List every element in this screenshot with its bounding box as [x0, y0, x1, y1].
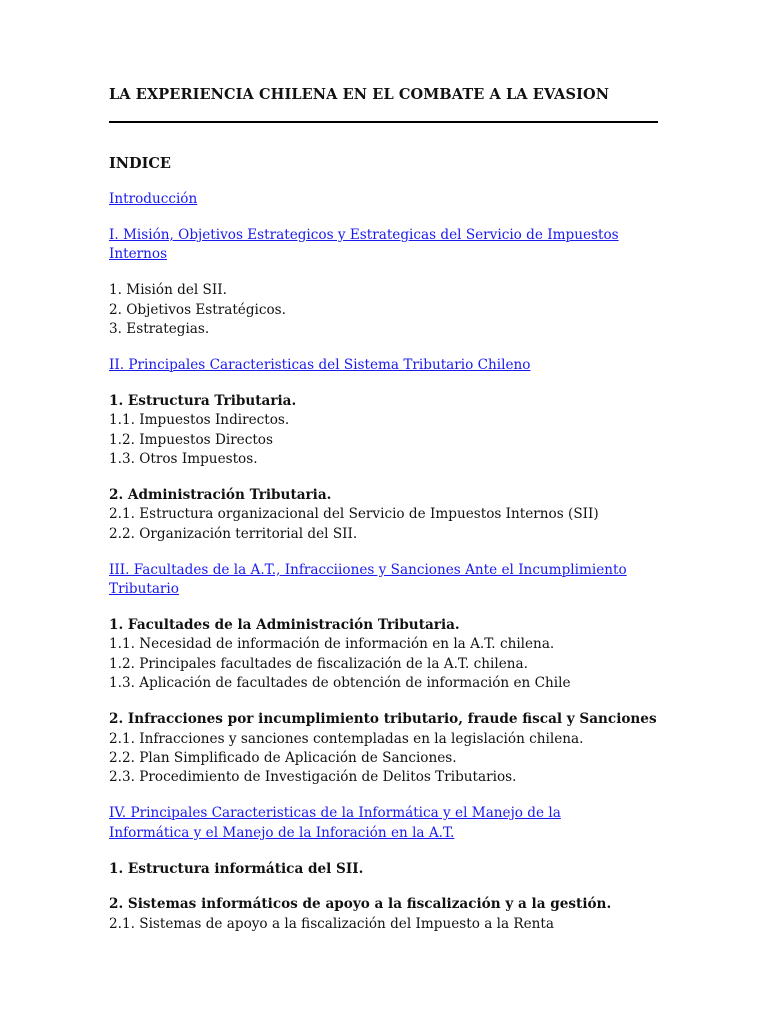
section1-items — [109, 281, 669, 339]
section2-sub2 — [109, 486, 669, 544]
toc-item: 2.2. Organización territorial del SII. — [109, 525, 358, 542]
subsection-title: 2. Administración Tributaria. — [109, 486, 332, 503]
link-introduccion[interactable]: Introducción — [109, 191, 198, 207]
subsection-title: 2. Infracciones por incumplimiento tributario, fraude fiscal y Sanciones — [109, 711, 657, 728]
link-section-3[interactable]: III. Facultades de la A.T., Infracciiones y Sanciones Ante el Incumplimiento — [109, 561, 627, 578]
toc-item: 3. Estrategias. — [109, 321, 210, 338]
toc-item: 2.1. Estructura organizacional del Servicio de Impuestos Internos (SII) — [109, 506, 599, 523]
link-section-4[interactable]: IV. Principales Caracteristicas de la Informática y el Manejo de la — [109, 805, 561, 822]
subsection-title: 1. Facultades de la Administración Tributaria. — [109, 617, 460, 633]
link-section-3-cont[interactable]: Tributario — [109, 581, 179, 598]
index-heading: INDICE — [109, 155, 171, 172]
section3-sub2 — [109, 710, 669, 788]
section3-link-block — [109, 561, 669, 600]
subsection-title: 1. Estructura Tributaria. — [109, 392, 297, 409]
toc-item: 2.2. Plan Simplificado de Aplicación de Sanciones. — [109, 749, 457, 766]
toc-item: 2. Objetivos Estratégicos. — [109, 301, 286, 318]
toc-item: 1.2. Impuestos Directos — [109, 431, 273, 448]
link-section-1[interactable]: I. Misión, Objetivos Estrategicos y Estrategicas del Servicio de Impuestos — [109, 226, 619, 243]
section4-sub2 — [109, 895, 669, 934]
section2-link-block — [109, 356, 669, 375]
toc-item: 1. Misión del SII. — [109, 282, 227, 299]
section1-link-block — [109, 226, 669, 265]
toc-item: 1.3. Aplicación de facultades de obtención de información en Chile — [109, 675, 571, 692]
toc-item: 2.3. Procedimiento de Investigación de Delitos Tributarios. — [109, 769, 517, 786]
link-section-1-cont[interactable]: Internos — [109, 246, 168, 263]
subsection-title: 1. Estructura informática del SII. — [109, 860, 364, 877]
intro-block — [109, 190, 669, 209]
toc-item: 1.3. Otros Impuestos. — [109, 451, 258, 468]
toc-item: 1.1. Necesidad de información de información en la A.T. chilena. — [109, 636, 555, 653]
title-divider — [109, 121, 658, 123]
link-section-4-cont[interactable]: Informática y el Manejo de la Inforación en la A.T. — [109, 824, 455, 841]
subsection-title: 2. Sistemas informáticos de apoyo a la fiscalización y a la gestión. — [109, 896, 612, 913]
toc-item: 1.1. Impuestos Indirectos. — [109, 412, 290, 429]
section4-link-block — [109, 804, 669, 843]
table-of-contents — [109, 190, 669, 951]
toc-item: 1.2. Principales facultades de fiscalización de la A.T. chilena. — [109, 655, 528, 672]
link-section-2[interactable]: II. Principales Caracteristicas del Sistema Tributario Chileno — [109, 356, 531, 373]
toc-item: 2.1. Sistemas de apoyo a la fiscalización del Impuesto a la Renta — [109, 915, 555, 932]
document-title: LA EXPERIENCIA CHILENA EN EL COMBATE A LA EVASION — [109, 86, 610, 103]
section4-sub1 — [109, 860, 669, 879]
section3-sub1 — [109, 616, 669, 694]
toc-item: 2.1. Infracciones y sanciones contempladas en la legislación chilena. — [109, 730, 584, 747]
section2-sub1 — [109, 392, 669, 470]
